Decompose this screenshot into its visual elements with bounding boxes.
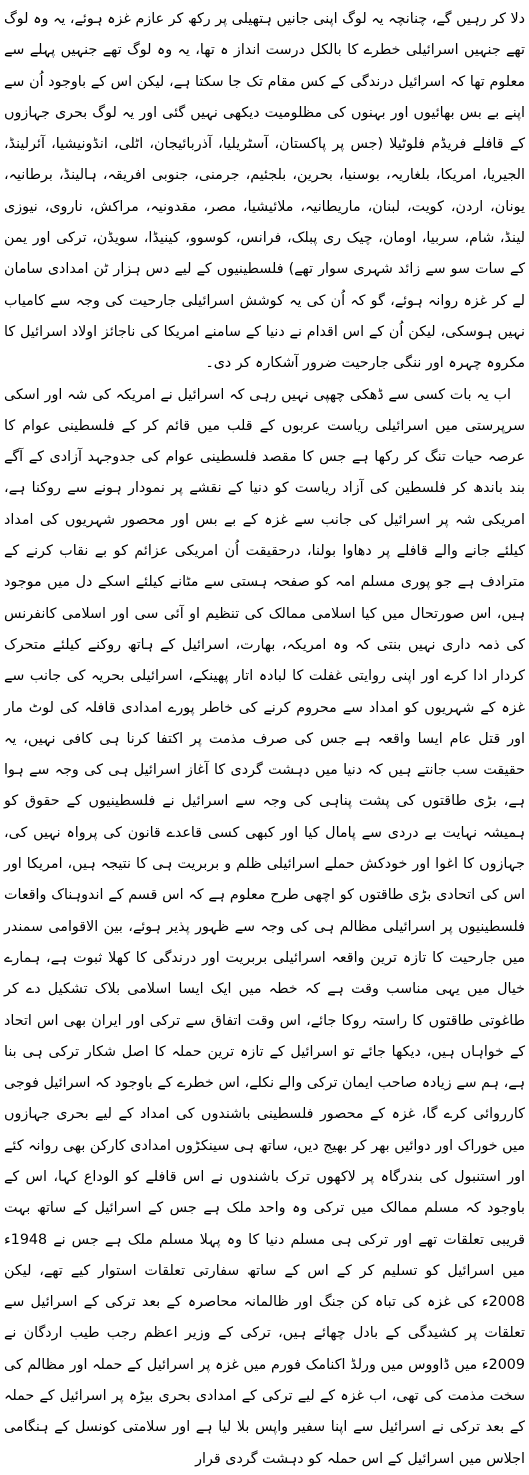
- article-paragraph-1: دلا کر رہیں گے، چنانچہ یہ لوگ اپنی جانیں ہتھیلی پر رکھ کر عازم غزہ ہوئے، یہ وہ لوگ تھے جنہیں اسرائیلی خطرے کا بالکل درست انداز ہ تھا، یہ وہ لوگ تھے جنہیں پہلے سے معلوم تھا کہ اسرائیل درندگی کے کس مقام تک جا سکتا ہے، لیکن اس کے باوجود اُن سے اپنے بے بس بھائیوں اور بہنوں کی مظلومیت دیکھی نہیں گئی اور یہ لوگ بحری جہازوں کے قافلے فریڈم فلوٹیلا (جس پر پاکستان، آسٹریلیا، آذربائیجان، اٹلی، انڈونیشیا، آئرلینڈ، الجیریا، امریکا، بلغاریہ، بوسنیا، بحرین، بلجئیم، جرمنی، جنوبی افریقہ، ہالینڈ، برطانیہ، یونان، اردن، کویت، لبنان، ماریطانیہ، ملائیشیا، مصر، مقدونیہ، مراکش، ناروی، نیوزی لینڈ، شام، سربیا، اومان، چیک ری پبلک، فرانس، کوسوو، کینیڈا، سویڈن، ترکی اور یمن کے سات سو سے زائد شہری سوار تھے) فلسطینیوں کے لیے دس ہزار ٹن امدادی سامان لے کر غزہ روانہ ہوئے، گو کہ اُن کی یہ کوشش اسرائیلی جارحیت کی وجہ سے کامیاب نہیں ہوسکی، لیکن اُن کے اس اقدام نے دنیا کے سامنے امریکا کی ناجائز اولاد اسرائیل کا مکروہ چہرہ اور ننگی جارحیت ضرور آشکارہ کر دی۔: [4, 11, 525, 372]
- article-paragraph-2: اب یہ بات کسی سے ڈھکی چھپی نہیں رہی کہ اسرائیل نے امریکہ کی شہ اور اسکی سرپرستی میں اسرائیلی ریاست عربوں کے قلب میں قائم کر کے فلسطینی عوام کا عرصہ حیات تنگ کر رکھا ہے جس کا مقصد فلسطینی عوام کی جدوجہد آزادی کے آگے بند باندھ کر فلسطین کی آزاد ریاست کو دنیا کے نقشے پر نمودار ہونے سے روکنا ہے، امریکی شہ پر اسرائیل کی جانب سے غزہ کے بے بس اور محصور شہریوں کی امداد کیلئے جانے والے قافلے پر دھاوا بولنا، درحقیقت اُن امریکی عزائم کو بے نقاب کرنے کے مترادف ہے جو پوری مسلم امہ کو صفحہ ہستی سے مٹانے کیلئے اسکے دل میں موجود ہیں، اس صورتحال میں کیا اسلامی ممالک کی تنظیم او آئی سی اور اسلامی کانفرنس کی ذمہ داری نہیں بنتی کہ وہ امریکہ، بھارت، اسرائیل کے ہاتھ روکنے کیلئے متحرک کردار ادا کرے اور اپنی روایتی غفلت کا لبادہ اتار پھینکے، اسرائیلی بحریہ کی جانب سے غزہ کے شہریوں کو امداد سے محروم کرنے کی خاطر پورے امدادی قافلہ کی لوٹ مار اور قتل عام ایسا واقعہ ہے جس کی صرف مذمت پر اکتفا کرنا ہی کافی نہیں، یہ حقیقت سب جانتے ہیں کہ دنیا میں دہشت گردی کا آغاز اسرائیل ہی کی وجہ سے ہوا ہے، بڑی طاقتوں کی پشت پناہی کی وجہ سے اسرائیل نے فلسطینیوں کے حقوق کو ہمیشہ نہایت بے دردی سے پامال کیا اور کبھی کسی قاعدے قانون کی پرواہ نہیں کی، جہازوں کا اغوا اور خودکش حملے اسرائیلی ظلم و بربریت ہی کا نتیجہ ہیں، امریکا اور اس کی اتحادی بڑی طاقتوں کو اچھی طرح معلوم ہے کہ اس قسم کے اندوہناک واقعات فلسطینیوں پر اسرائیلی مظالم ہی کی وجہ سے ظہور پذیر ہوئے، بین الاقوامی سمندر میں جارحیت کا تازہ ترین واقعہ اسرائیلی بربریت اور درندگی کا کھلا ثبوت ہے، ہمارے خیال میں یہی مناسب وقت ہے کہ خطہ میں ایک ایسا اسلامی بلاک تشکیل دے کر طاغوتی طاقتوں کا راستہ روکا جائے، اس وقت اتفاق سے ترکی اور ایران بھی اس اتحاد کے خواہاں ہیں، دیکھا جائے تو اسرائیل کے تازہ ترین حملہ کا اصل شکار ترکی ہی بنا ہے، ہم سے زیادہ صاحب ایمان ترکی والے نکلے، اس خطرے کے باوجود کہ اسرائیل فوجی کارروائی کرے گا، غزہ کے محصور فلسطینی باشندوں کی امداد کے لیے بحری جہازوں میں خوراک اور دوائیں بھر کر بھیج دیں، ساتھ ہی سینکڑوں امدادی کارکن بھی روانہ کئے اور استنبول کی بندرگاہ پر لاکھوں ترک باشندوں نے اس قافلے کو الوداع کہا، اس کے باوجود کہ مسلم ممالک میں ترکی وہ واحد ملک ہے جس کے اسرائیل کے ساتھ بہت قریبی تعلقات تھے اور ترکی ہی مسلم دنیا کا وہ پہلا مسلم ملک ہے جس نے 1948ء میں اسرائیل کو تسلیم کر کے اس کے ساتھ سفارتی تعلقات استوار کیے تھے، لیکن 2008ء کی غزہ کی تباہ کن جنگ اور ظالمانہ محاصرہ کے بعد ترکی کے اسرائیل سے تعلقات پر کشیدگی کے بادل چھائے ہیں، ترکی کے وزیر اعظم رجب طیب اردگان نے 2009ء میں ڈاووس میں ورلڈ اکنامک فورم میں غزہ پر اسرائیل کے حملہ اور مظالم کی سخت مذمت کی تھی، اب غزہ کے لیے ترکی کے امدادی بحری بیڑہ پر اسرائیل کے حملہ کے بعد ترکی نے اسرائیل سے اپنا سفیر واپس بلا لیا ہے اور سلامتی کونسل کے ہنگامی اجلاس میں اسرائیل کے اس حملہ کو دہشت گردی قرار: [4, 386, 525, 1467]
- article-body: [4, 4, 525, 1467]
